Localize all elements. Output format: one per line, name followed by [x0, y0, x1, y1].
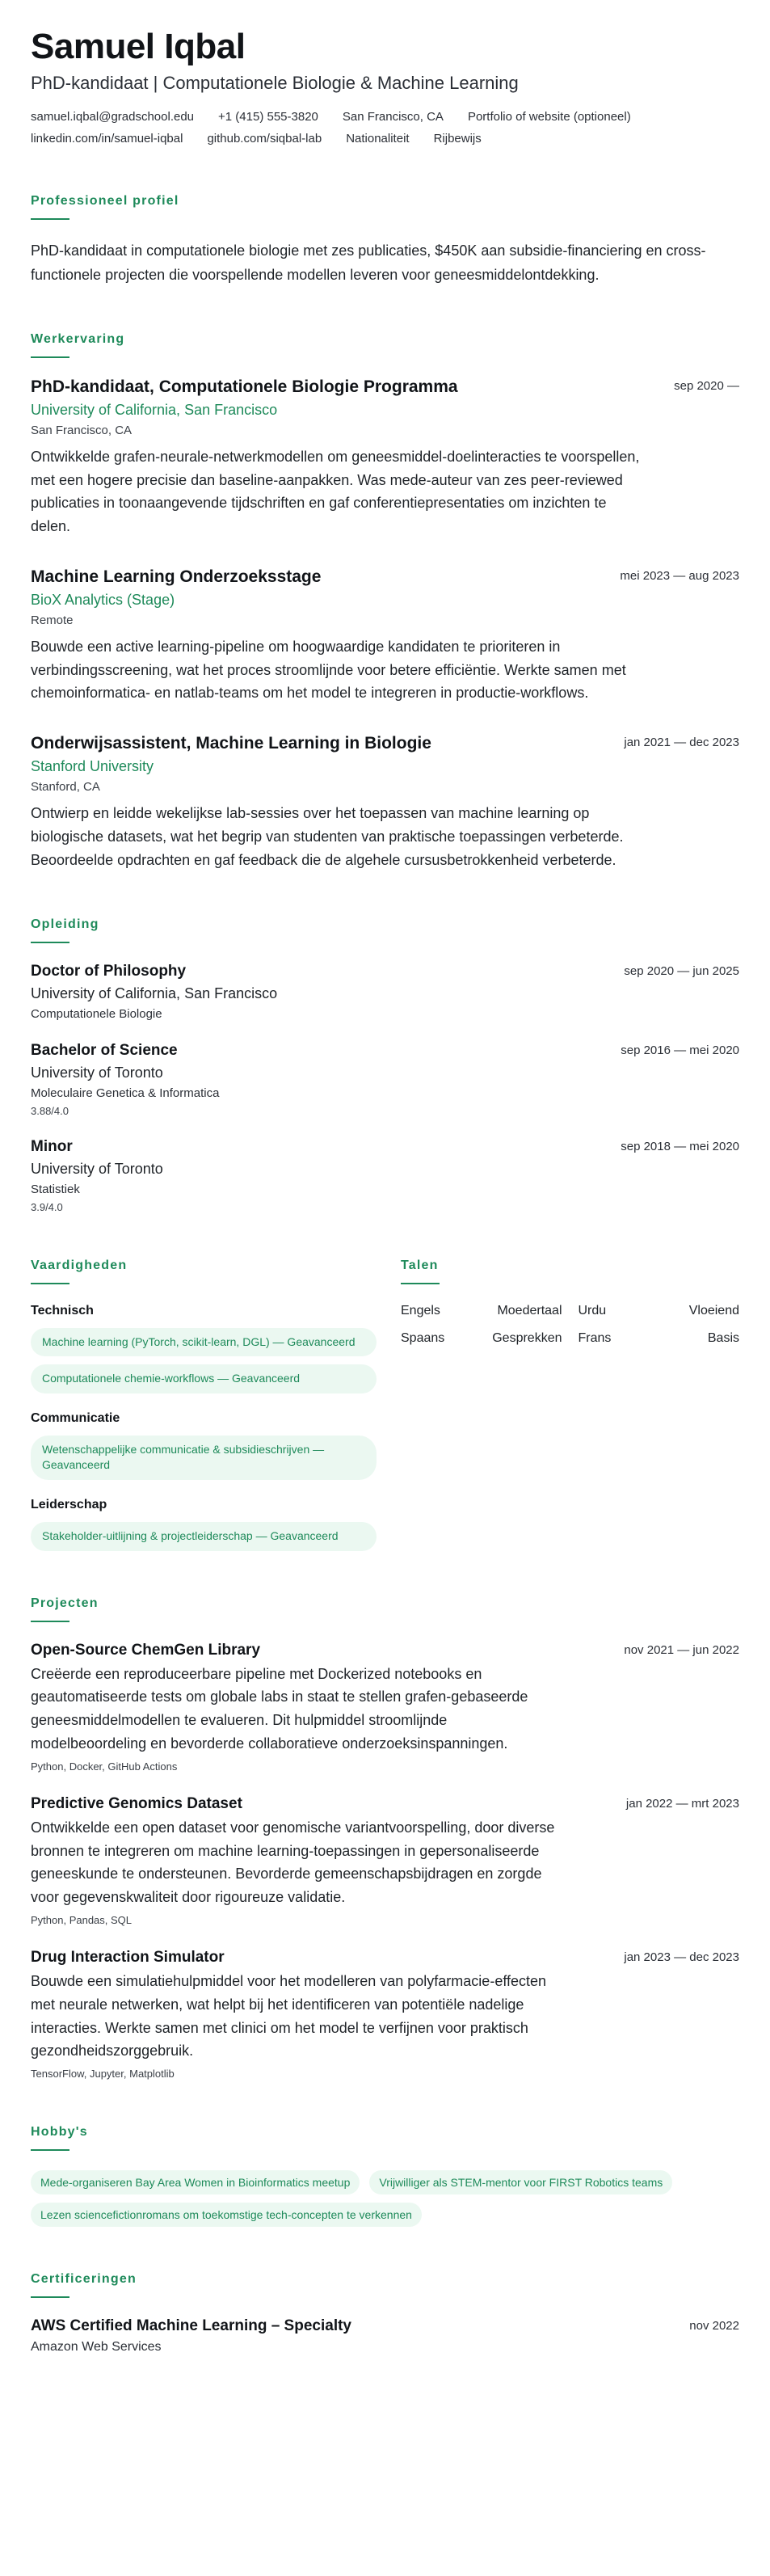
experience-entry: [31, 377, 739, 538]
skill-chip: Machine learning (PyTorch, scikit-learn, DGL) — Geavanceerd: [31, 1328, 377, 1357]
skill-chip: Computationele chemie-workflows — Geavanceerd: [31, 1364, 377, 1393]
hobbies-section: [31, 2125, 739, 2227]
experience-title: PhD-kandidaat, Computationele Biologie Programma: [31, 377, 458, 396]
section-divider: [31, 218, 69, 220]
section-title: Hobby's: [31, 2125, 88, 2140]
experience-organization: Stanford University: [31, 758, 154, 775]
skill-group: [31, 1411, 370, 1480]
section-divider: [31, 2149, 69, 2151]
project-description: Creëerde een reproduceerbare pipeline met Dockerized notebooks en geautomatiseerde tests om globale labs in staat te stellen grafen-gebaseerde geneesmiddelmodellen te evalueren. Dit hulpmiddel stroomlijnde modelbeoordeling en bevorderde collaboratieve onderzoeksinspanningen.: [31, 1665, 528, 1752]
projects-section: [31, 1596, 739, 2081]
skills-section: [31, 1258, 370, 1551]
section-title: Vaardigheden: [31, 1258, 128, 1272]
project-tech: TensorFlow, Jupyter, Matplotlib: [31, 2068, 175, 2081]
language-name: Urdu: [578, 1303, 607, 1318]
contact-github[interactable]: github.com/siqbal-lab: [207, 132, 322, 146]
section-divider: [31, 942, 69, 943]
hobby-list: [31, 2170, 739, 2227]
project-name: Drug Interaction Simulator: [31, 1949, 225, 1967]
section-divider: [401, 1283, 440, 1284]
project-name: Open-Source ChemGen Library: [31, 1641, 261, 1659]
education-field: Computationele Biologie: [31, 1006, 162, 1021]
project-entry: [31, 1949, 739, 2080]
contact-drivers-license: Rijbewijs: [433, 132, 482, 146]
certifications-section: [31, 2272, 739, 2355]
section-title: Opleiding: [31, 917, 99, 931]
education-degree: Doctor of Philosophy: [31, 962, 187, 980]
skills-languages-row: [31, 1258, 739, 1551]
profile-summary: PhD-kandidaat in computationele biologie met zes publicaties, $450K aan subsidie-financiering en cross-functionele projecten die voorspellende modellen leveren voor geneesmiddelontdekking.: [31, 242, 706, 283]
project-description: Ontwikkelde een open dataset voor genomische variantvoorspelling, door diverse bronnen te integreren om machine learning-toepassingen in gepersonaliseerde geneeskunde te ondersteunen. Bevorderde gemeenschapsbijdragen en zorgde voor gegevenskwaliteit door rigoureuze validatie.: [31, 1819, 555, 1906]
experience-title: Onderwijsassistent, Machine Learning in Biologie: [31, 734, 431, 753]
project-date: jan 2023 — dec 2023: [624, 1950, 739, 1965]
skill-chip: Stakeholder-uitlijning & projectleiderschap — Geavanceerd: [31, 1522, 377, 1551]
language-item: [401, 1331, 562, 1346]
skill-category: Leiderschap: [31, 1498, 107, 1512]
language-name: Frans: [578, 1330, 612, 1345]
contact-phone[interactable]: +1 (415) 555-3820: [218, 110, 318, 124]
experience-location: Stanford, CA: [31, 780, 100, 795]
hobby-chip: Vrijwilliger als STEM-mentor voor FIRST Robotics teams: [369, 2170, 672, 2194]
section-divider: [31, 356, 69, 358]
language-item: [579, 1331, 740, 1346]
education-entry: [31, 1138, 739, 1213]
language-item: [401, 1304, 562, 1318]
certification-date: nov 2022: [689, 2319, 739, 2334]
project-date: nov 2021 — jun 2022: [624, 1642, 739, 1657]
skill-category: Communicatie: [31, 1410, 120, 1425]
education-date: sep 2016 — mei 2020: [621, 1043, 739, 1057]
education-school: University of Toronto: [31, 1064, 163, 1081]
contact-location: San Francisco, CA: [342, 110, 444, 124]
skill-group: [31, 1304, 370, 1393]
certification-issuer: Amazon Web Services: [31, 2340, 162, 2355]
experience-organization: BioX Analytics (Stage): [31, 591, 175, 608]
project-entry: [31, 1642, 739, 1773]
contact-linkedin[interactable]: linkedin.com/in/samuel-iqbal: [31, 132, 183, 146]
skill-category: Technisch: [31, 1303, 94, 1318]
experience-description: Ontwierp en leidde wekelijkse lab-sessies over het toepassen van machine learning op biologische datasets, wat het begrip van studenten van praktische toepassingen verbeterde. Beoordeelde opdrachten en gaf feedback die de algehele cursusbetrokkenheid verbeterde.: [31, 805, 624, 868]
education-entry: [31, 963, 739, 1021]
hobby-chip: Lezen sciencefictionromans om toekomstige tech-concepten te verkennen: [31, 2203, 422, 2227]
education-school: University of California, San Francisco: [31, 984, 278, 1001]
education-field: Moleculaire Genetica & Informatica: [31, 1086, 220, 1100]
contact-email[interactable]: samuel.iqbal@gradschool.edu: [31, 110, 195, 124]
candidate-name: Samuel Iqbal: [31, 27, 246, 66]
experience-date: mei 2023 — aug 2023: [620, 568, 739, 583]
education-grade: 3.88/4.0: [31, 1104, 69, 1117]
project-name: Predictive Genomics Dataset: [31, 1794, 242, 1812]
language-level: Gesprekken: [492, 1330, 562, 1345]
experience-location: San Francisco, CA: [31, 423, 133, 437]
language-level: Basis: [707, 1330, 739, 1345]
language-item: [579, 1304, 740, 1318]
experience-entry: [31, 734, 739, 871]
language-level: Vloeiend: [688, 1303, 739, 1318]
education-degree: Minor: [31, 1137, 73, 1155]
education-field: Statistiek: [31, 1182, 80, 1196]
section-title: Talen: [401, 1258, 439, 1272]
project-entry: [31, 1795, 739, 1926]
candidate-headline: PhD-kandidaat | Computationele Biologie & Machine Learning: [31, 73, 519, 94]
section-title: Projecten: [31, 1596, 99, 1610]
profile-section: [31, 194, 739, 286]
resume-header: [31, 27, 739, 145]
skill-group: [31, 1498, 370, 1551]
section-divider: [31, 2296, 69, 2298]
contact-portfolio[interactable]: Portfolio of website (optioneel): [467, 110, 631, 124]
education-date: sep 2020 — jun 2025: [624, 963, 739, 978]
project-description: Bouwde een simulatiehulpmiddel voor het modelleren van polyfarmacie-effecten met neurale netwerken, wat helpt bij het identificeren van potentiële nadelige interacties. Werkte samen met clinici om het model te verfijnen voor praktisch gezondheidszorggebruik.: [31, 1973, 547, 2060]
education-date: sep 2018 — mei 2020: [621, 1139, 739, 1153]
certification-entry: [31, 2317, 739, 2355]
experience-entry: [31, 567, 739, 705]
skill-chip: Wetenschappelijke communicatie & subsidieschrijven — Geavanceerd: [31, 1436, 377, 1480]
section-title: Professioneel profiel: [31, 194, 179, 209]
language-name: Engels: [401, 1303, 440, 1318]
hobby-chip: Mede-organiseren Bay Area Women in Bioinformatics meetup: [31, 2170, 360, 2194]
education-section: [31, 917, 739, 1213]
education-degree: Bachelor of Science: [31, 1041, 178, 1059]
section-title: Werkervaring: [31, 331, 125, 346]
language-level: Moedertaal: [497, 1303, 562, 1318]
contact-list: [31, 110, 739, 145]
project-date: jan 2022 — mrt 2023: [625, 1796, 739, 1811]
experience-location: Remote: [31, 613, 74, 627]
experience-section: [31, 332, 739, 872]
section-divider: [31, 1283, 69, 1284]
project-tech: Python, Docker, GitHub Actions: [31, 1760, 178, 1773]
project-tech: Python, Pandas, SQL: [31, 1914, 133, 1927]
education-school: University of Toronto: [31, 1160, 163, 1177]
experience-date: sep 2020 —: [674, 378, 739, 393]
education-entry: [31, 1042, 739, 1117]
language-name: Spaans: [401, 1330, 445, 1345]
experience-date: jan 2021 — dec 2023: [624, 736, 739, 750]
languages-section: [401, 1258, 739, 1551]
experience-title: Machine Learning Onderzoeksstage: [31, 567, 322, 586]
contact-nationality: Nationaliteit: [346, 132, 410, 146]
language-list: [401, 1304, 739, 1346]
section-title: Certificeringen: [31, 2272, 137, 2287]
experience-description: Bouwde een active learning-pipeline om hoogwaardige kandidaten te prioriteren in verbindingsscreening, wat het proces stroomlijnde voor betere efficiëntie. Werkte samen met chemoinformatica- en natlab-teams om het model te integreren in productie-workflows.: [31, 638, 626, 702]
experience-organization: University of California, San Francisco: [31, 401, 278, 418]
certification-name: AWS Certified Machine Learning – Specialty: [31, 2317, 351, 2335]
experience-description: Ontwikkelde grafen-neurale-netwerkmodellen om geneesmiddel-doelinteracties te voorspellen, met een hogere precisie dan baseline-aanpakken. Was mede-auteur van zes peer-reviewed publicaties in toonaangevende tijdschriften en gaf conferentiepresentaties om inzichten te delen.: [31, 448, 640, 535]
education-grade: 3.9/4.0: [31, 1200, 63, 1213]
section-divider: [31, 1621, 69, 1622]
